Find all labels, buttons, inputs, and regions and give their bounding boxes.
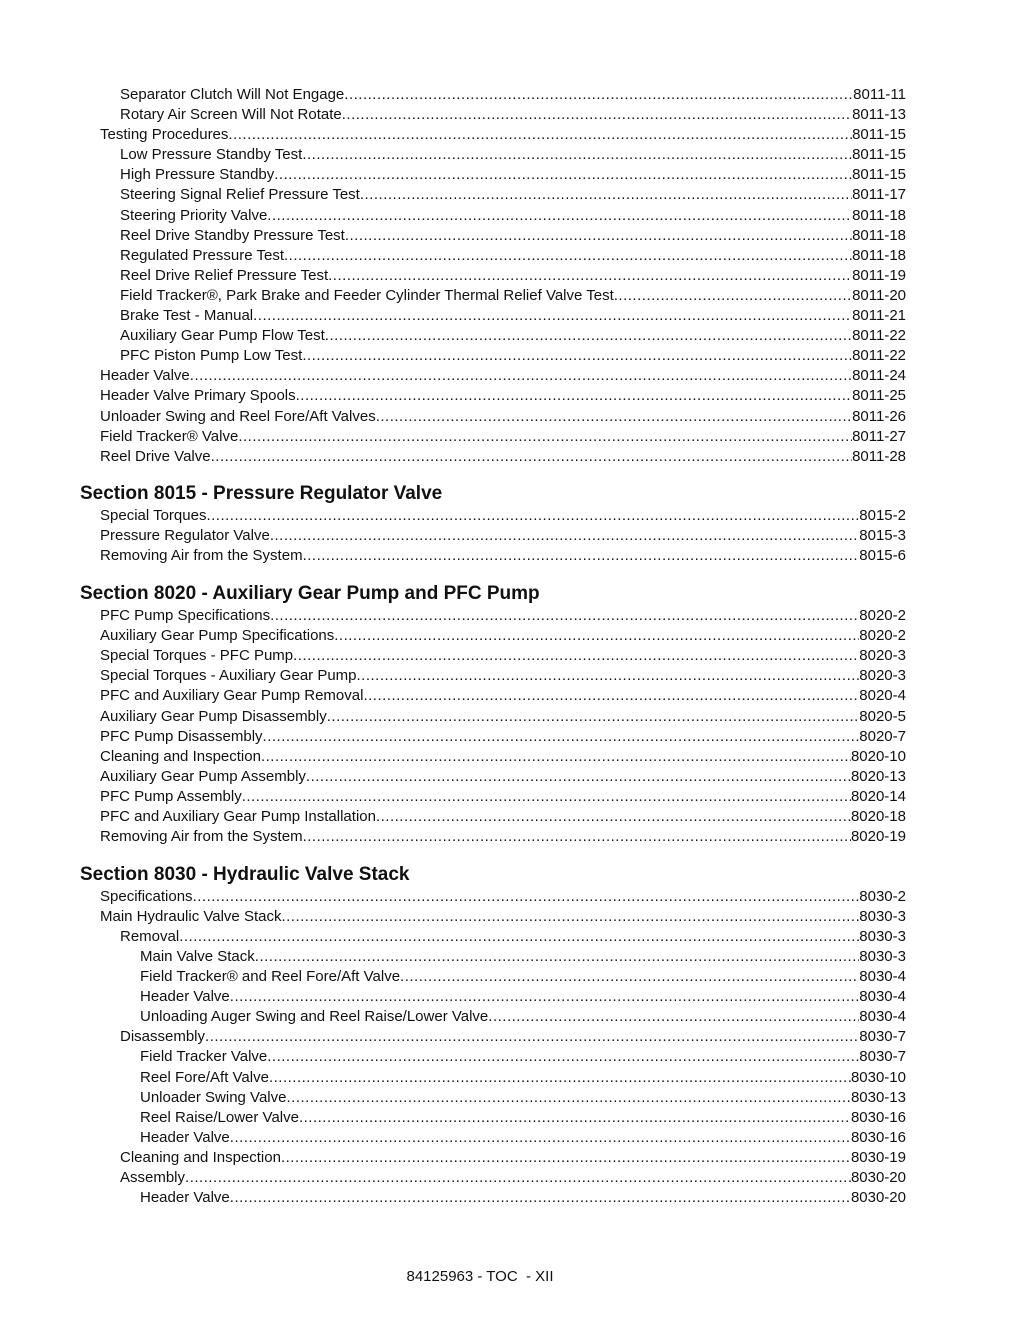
toc-entry-title: Testing Procedures — [100, 126, 229, 144]
toc-entry-page: 8011-18 — [852, 206, 906, 224]
dot-leader — [211, 447, 852, 467]
dot-leader — [299, 1108, 851, 1128]
toc-entry-title: Regulated Pressure Test — [120, 246, 284, 264]
toc-entry-title: Auxiliary Gear Pump Assembly — [100, 767, 306, 785]
toc-entry[interactable] — [80, 707, 906, 727]
dot-leader — [342, 105, 852, 125]
dot-leader — [302, 145, 852, 165]
toc-entry-title: PFC Piston Pump Low Test — [120, 347, 303, 365]
toc-entry-page: 8030-10 — [850, 1068, 906, 1086]
toc-entry-page: 8015-6 — [859, 547, 906, 565]
toc-entry[interactable] — [80, 787, 906, 807]
toc-entry-title: Rotary Air Screen Will Not Rotate — [120, 106, 342, 124]
toc-entry[interactable] — [80, 427, 906, 447]
toc-entry-page: 8020-19 — [850, 828, 906, 846]
dot-leader — [274, 165, 852, 185]
dot-leader — [253, 306, 852, 326]
toc-entry[interactable] — [80, 346, 906, 366]
toc-entry-page: 8011-17 — [852, 186, 906, 204]
section-heading: Section 8015 - Pressure Regulator Valve — [80, 483, 443, 505]
dot-leader — [400, 967, 859, 987]
toc-entry-page: 8020-14 — [850, 787, 906, 805]
toc-entry[interactable] — [80, 807, 906, 827]
toc-entry-title: Brake Test - Manual — [120, 307, 254, 325]
toc-entry-title: Cleaning and Inspection — [100, 747, 261, 765]
toc-entry[interactable] — [80, 85, 906, 105]
toc-entry[interactable] — [80, 366, 906, 386]
toc-entry[interactable] — [80, 1108, 906, 1128]
toc-entry-title: Auxiliary Gear Pump Disassembly — [100, 707, 327, 725]
toc-entry-page: 8011-18 — [852, 246, 906, 264]
dot-leader — [344, 85, 853, 105]
toc-entry-page: 8020-7 — [859, 727, 906, 745]
toc-entry[interactable] — [80, 626, 906, 646]
toc-entry[interactable] — [80, 145, 906, 165]
dot-leader — [286, 1088, 850, 1108]
toc-entry[interactable] — [80, 447, 906, 467]
toc-entry-title: Disassembly — [120, 1028, 206, 1046]
toc-entry-page: 8030-20 — [850, 1169, 906, 1186]
dot-leader — [328, 266, 852, 286]
toc-entry-title: PFC Pump Disassembly — [100, 727, 263, 745]
toc-entry-title: Header Valve — [100, 367, 190, 385]
toc-entry[interactable] — [80, 185, 906, 205]
toc-entry-title: Reel Fore/Aft Valve — [140, 1068, 269, 1086]
toc-entry-page: 8020-2 — [859, 607, 906, 625]
toc-entry-page: 8011-13 — [852, 106, 906, 124]
toc-entry[interactable] — [80, 767, 906, 787]
toc-entry-title: PFC Pump Assembly — [100, 787, 242, 805]
toc-entry-page: 8020-2 — [859, 627, 906, 645]
toc-entry-title: High Pressure Standby — [120, 166, 275, 184]
toc-entry-page: 8020-18 — [850, 808, 906, 825]
toc-entry[interactable] — [80, 1128, 906, 1148]
toc-entry-title: Header Valve — [140, 1128, 230, 1146]
toc-entry-title: Specifications — [100, 887, 193, 905]
toc-entry[interactable] — [80, 546, 906, 566]
toc-entry[interactable] — [80, 1088, 906, 1108]
dot-leader — [238, 427, 852, 447]
toc-entry-title: Main Hydraulic Valve Stack — [100, 907, 282, 925]
toc-entry[interactable] — [80, 105, 906, 125]
toc-entry-page: 8030-20 — [850, 1189, 906, 1207]
toc-entry[interactable] — [80, 286, 906, 306]
toc-entry-title: Steering Priority Valve — [120, 206, 268, 224]
toc-entry-page: 8030-3 — [859, 947, 906, 965]
toc-entry[interactable] — [80, 1007, 906, 1027]
dot-leader — [230, 1188, 851, 1208]
toc-entry-page: 8011-26 — [852, 407, 906, 425]
toc-entry-title: Auxiliary Gear Pump Specifications — [100, 627, 335, 645]
dot-leader — [263, 727, 860, 747]
toc-entry-title: PFC and Auxiliary Gear Pump Installation — [100, 808, 376, 825]
toc-entry-title: Field Tracker® and Reel Fore/Aft Valve — [140, 968, 401, 986]
toc-entry[interactable] — [80, 386, 906, 406]
toc-entry-page: 8030-4 — [859, 968, 906, 986]
toc-entry[interactable] — [80, 326, 906, 346]
dot-leader — [269, 1068, 851, 1088]
toc-entry-page: 8011-11 — [853, 86, 906, 103]
toc-entry-page: 8011-15 — [852, 166, 906, 184]
toc-entry[interactable] — [80, 747, 906, 767]
toc-entry-title: Special Torques - Auxiliary Gear Pump — [100, 667, 357, 685]
toc-entry-title: Header Valve — [140, 988, 230, 1006]
toc-entry[interactable] — [80, 666, 906, 686]
toc-entry-page: 8030-16 — [850, 1128, 906, 1146]
toc-entry[interactable] — [80, 125, 906, 145]
toc-entry-page: 8030-3 — [859, 907, 906, 925]
dot-leader — [270, 606, 859, 626]
toc-entry-title: Special Torques - PFC Pump — [100, 647, 294, 665]
toc-entry[interactable] — [80, 887, 906, 907]
toc-entry-page: 8030-4 — [859, 988, 906, 1006]
toc-entry-title: Auxiliary Gear Pump Flow Test — [120, 327, 325, 345]
toc-entry-title: Unloader Swing and Reel Fore/Aft Valves — [100, 407, 376, 425]
toc-entry-title: Field Tracker® Valve — [100, 427, 239, 445]
dot-leader — [293, 646, 859, 666]
toc-entry[interactable] — [80, 686, 906, 706]
toc-entry[interactable] — [80, 206, 906, 226]
dot-leader — [281, 1148, 851, 1168]
dot-leader — [376, 407, 852, 427]
dot-leader — [363, 686, 859, 706]
page-footer: 84125963 - TOC - XII — [406, 1268, 554, 1285]
dot-leader — [228, 125, 852, 145]
toc-entry-page: 8020-5 — [859, 707, 906, 725]
dot-leader — [185, 1168, 851, 1188]
dot-leader — [190, 366, 852, 386]
toc-entry-page: 8011-27 — [852, 427, 906, 445]
toc-entry-page: 8030-16 — [850, 1108, 906, 1126]
toc-entry-title: Unloader Swing Valve — [140, 1088, 287, 1106]
section-heading: Section 8020 - Auxiliary Gear Pump and PFC Pump — [80, 583, 540, 605]
toc-entry-page: 8011-18 — [852, 226, 906, 244]
dot-leader — [306, 767, 851, 787]
toc-entry-title: Pressure Regulator Valve — [100, 527, 270, 545]
toc-entry-title: Special Torques — [100, 507, 207, 525]
dot-leader — [230, 1128, 851, 1148]
toc-entry-title: Unloading Auger Swing and Reel Raise/Lower Valve — [140, 1008, 489, 1026]
toc-entry-page: 8030-2 — [859, 887, 906, 905]
toc-entry[interactable] — [80, 727, 906, 747]
toc-entry-page: 8030-3 — [859, 927, 906, 945]
toc-entry-title: Removal — [120, 927, 180, 945]
toc-entry-title: Separator Clutch Will Not Engage — [120, 86, 345, 103]
dot-leader — [267, 1047, 859, 1067]
toc-entry[interactable] — [80, 927, 906, 947]
toc-entry-page: 8030-7 — [859, 1048, 906, 1066]
toc-entry-title: Removing Air from the System — [100, 547, 303, 565]
toc-entry[interactable] — [80, 1188, 906, 1208]
toc-entry[interactable] — [80, 606, 906, 626]
dot-leader — [360, 185, 852, 205]
toc-entry-title: Field Tracker®, Park Brake and Feeder Cylinder Thermal Relief Valve Test — [120, 286, 614, 304]
toc-entry[interactable] — [80, 1068, 906, 1088]
toc-entry[interactable] — [80, 407, 906, 427]
dot-leader — [242, 787, 851, 807]
toc-entry[interactable] — [80, 246, 906, 266]
dot-leader — [284, 246, 852, 266]
dot-leader — [357, 666, 860, 686]
toc-entry-title: PFC Pump Specifications — [100, 607, 271, 625]
toc-entry-title: Field Tracker Valve — [140, 1048, 268, 1066]
toc-entry[interactable] — [80, 827, 906, 847]
toc-entry[interactable] — [80, 646, 906, 666]
toc-entry[interactable] — [80, 947, 906, 967]
dot-leader — [267, 206, 852, 226]
toc-entry-title: Low Pressure Standby Test — [120, 146, 303, 164]
toc-entry[interactable] — [80, 306, 906, 326]
toc-entry-title: Assembly — [120, 1169, 186, 1186]
dot-leader — [334, 626, 859, 646]
toc-entry[interactable] — [80, 907, 906, 927]
toc-entry[interactable] — [80, 165, 906, 185]
toc-entry[interactable] — [80, 967, 906, 987]
dot-leader — [302, 346, 852, 366]
dot-leader — [255, 947, 860, 967]
toc-entry[interactable] — [80, 987, 906, 1007]
toc-entry-title: Reel Raise/Lower Valve — [140, 1108, 299, 1126]
toc-entry-page: 8020-10 — [850, 747, 906, 765]
toc-entry-page: 8015-2 — [859, 507, 906, 525]
toc-entry-page: 8011-24 — [852, 367, 906, 385]
toc-entry-page: 8020-13 — [850, 767, 906, 785]
toc-entry-page: 8011-21 — [852, 307, 906, 325]
toc-entry-page: 8015-3 — [859, 527, 906, 545]
toc-entry-title: Header Valve — [140, 1189, 230, 1207]
toc-entry-title: Steering Signal Relief Pressure Test — [120, 186, 360, 204]
toc-entry-page: 8020-3 — [859, 667, 906, 685]
toc-entry-title: Header Valve Primary Spools — [100, 387, 296, 405]
toc-entry-page: 8011-25 — [852, 387, 906, 405]
dot-leader — [303, 546, 860, 566]
toc-entry[interactable] — [80, 1148, 906, 1168]
toc-entry-page: 8020-3 — [859, 647, 906, 665]
dot-leader — [376, 807, 851, 827]
dot-leader — [345, 226, 852, 246]
toc-entry[interactable] — [80, 1168, 906, 1188]
toc-entry-page: 8011-15 — [852, 146, 906, 164]
toc-entry[interactable] — [80, 526, 906, 546]
dot-leader — [296, 386, 852, 406]
toc-entry-page: 8011-28 — [852, 447, 906, 465]
toc-entry[interactable] — [80, 506, 906, 526]
toc-entry-page: 8030-7 — [859, 1028, 906, 1046]
dot-leader — [230, 987, 860, 1007]
dot-leader — [193, 887, 860, 907]
toc-entry[interactable] — [80, 1047, 906, 1067]
dot-leader — [281, 907, 859, 927]
dot-leader — [261, 747, 851, 767]
table-of-contents — [80, 85, 906, 1208]
toc-entry-title: Reel Drive Relief Pressure Test — [120, 266, 329, 284]
dot-leader — [206, 506, 859, 526]
toc-entry[interactable] — [80, 226, 906, 246]
toc-entry-page: 8020-4 — [859, 687, 906, 705]
toc-entry-title: Cleaning and Inspection — [120, 1148, 281, 1166]
dot-leader — [327, 707, 860, 727]
toc-entry-title: Removing Air from the System — [100, 828, 303, 846]
toc-entry-page: 8011-15 — [852, 126, 906, 144]
toc-entry-title: Reel Drive Standby Pressure Test — [120, 226, 345, 244]
toc-entry-page: 8030-13 — [850, 1088, 906, 1106]
toc-entry-title: Reel Drive Valve — [100, 447, 211, 465]
dot-leader — [325, 326, 852, 346]
toc-entry-page: 8030-4 — [859, 1008, 906, 1026]
dot-leader — [179, 927, 859, 947]
dot-leader — [205, 1027, 859, 1047]
toc-entry-page: 8011-19 — [852, 266, 906, 284]
toc-entry-page: 8011-20 — [852, 286, 906, 304]
toc-entry[interactable] — [80, 1027, 906, 1047]
toc-entry-title: PFC and Auxiliary Gear Pump Removal — [100, 687, 364, 705]
toc-entry-page: 8030-19 — [850, 1148, 906, 1166]
dot-leader — [270, 526, 859, 546]
dot-leader — [614, 286, 852, 306]
toc-entry-page: 8011-22 — [852, 347, 906, 365]
toc-entry[interactable] — [80, 266, 906, 286]
section-heading: Section 8030 - Hydraulic Valve Stack — [80, 863, 410, 885]
toc-entry-title: Main Valve Stack — [140, 947, 255, 965]
toc-entry-page: 8011-22 — [852, 327, 906, 345]
dot-leader — [303, 827, 851, 847]
dot-leader — [488, 1007, 859, 1027]
